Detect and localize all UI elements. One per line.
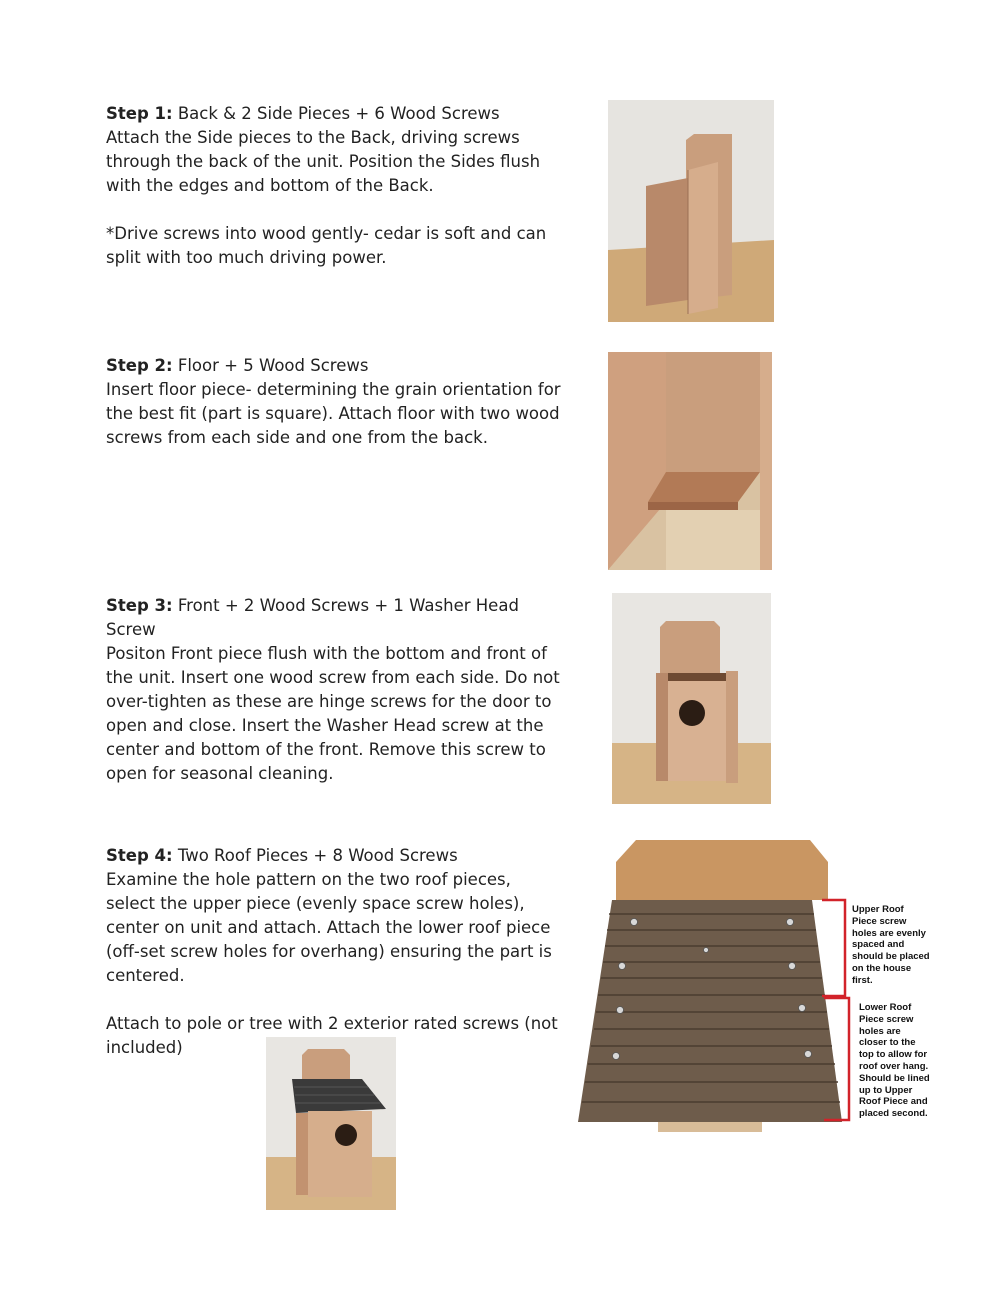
upper-roof-annotation: Upper Roof Piece screw holes are evenly spaced and should be placed on the house first. bbox=[852, 904, 930, 986]
step-1-title: Back & 2 Side Pieces + 6 Wood Screws bbox=[177, 104, 500, 123]
step-3-heading: Step 3: bbox=[106, 596, 173, 615]
step-2-text bbox=[106, 354, 561, 450]
step-1-body: Attach the Side pieces to the Back, driving screws through the back of the unit. Position the Sides flush with the edges and bottom of the Back. bbox=[106, 128, 541, 195]
step-2-heading: Step 2: bbox=[106, 356, 173, 375]
step-1-text bbox=[106, 102, 561, 270]
lower-roof-annotation: Lower Roof Piece screw holes are closer to the top to allow for roof over hang. Should be lined up to Upper Roof Piece and placed second. bbox=[859, 1002, 930, 1120]
step-4-title: Two Roof Pieces + 8 Wood Screws bbox=[177, 846, 458, 865]
step-2-body: Insert floor piece- determining the grain orientation for the best fit (part is square). Attach floor with two wood screws from each side and one from the back. bbox=[106, 380, 561, 447]
finished-birdhouse-photo bbox=[266, 1037, 396, 1210]
step-4-heading: Step 4: bbox=[106, 846, 173, 865]
step-4-text bbox=[106, 844, 561, 1060]
step-3-body: Positon Front piece flush with the bottom and front of the unit. Insert one wood screw from each side. Do not over-tighten as these are hinge screws for the door to open and close. Insert the Washer Head screw at the center and bottom of the front. Remove this screw to open for seasonal cleaning. bbox=[106, 644, 560, 783]
step-3-text bbox=[106, 594, 561, 786]
step-2-title: Floor + 5 Wood Screws bbox=[177, 356, 369, 375]
step-4-body: Examine the hole pattern on the two roof pieces, select the upper piece (evenly space screw holes), center on unit and attach. Attach the lower roof piece (off-set screw holes for overhang) ensuring the part is centered. bbox=[106, 870, 552, 985]
step-1-note: *Drive screws into wood gently- cedar is soft and can split with too much driving power. bbox=[106, 224, 547, 267]
step-3-title: Front + 2 Wood Screws + 1 Washer Head Screw bbox=[106, 596, 519, 639]
step-4-note: Attach to pole or tree with 2 exterior rated screws (not included) bbox=[106, 1014, 558, 1057]
step-1-photo bbox=[608, 100, 774, 322]
step-1-heading: Step 1: bbox=[106, 104, 173, 123]
step-2-photo bbox=[608, 352, 772, 570]
step-3-photo bbox=[612, 593, 771, 804]
annotation-brackets bbox=[800, 898, 860, 1124]
